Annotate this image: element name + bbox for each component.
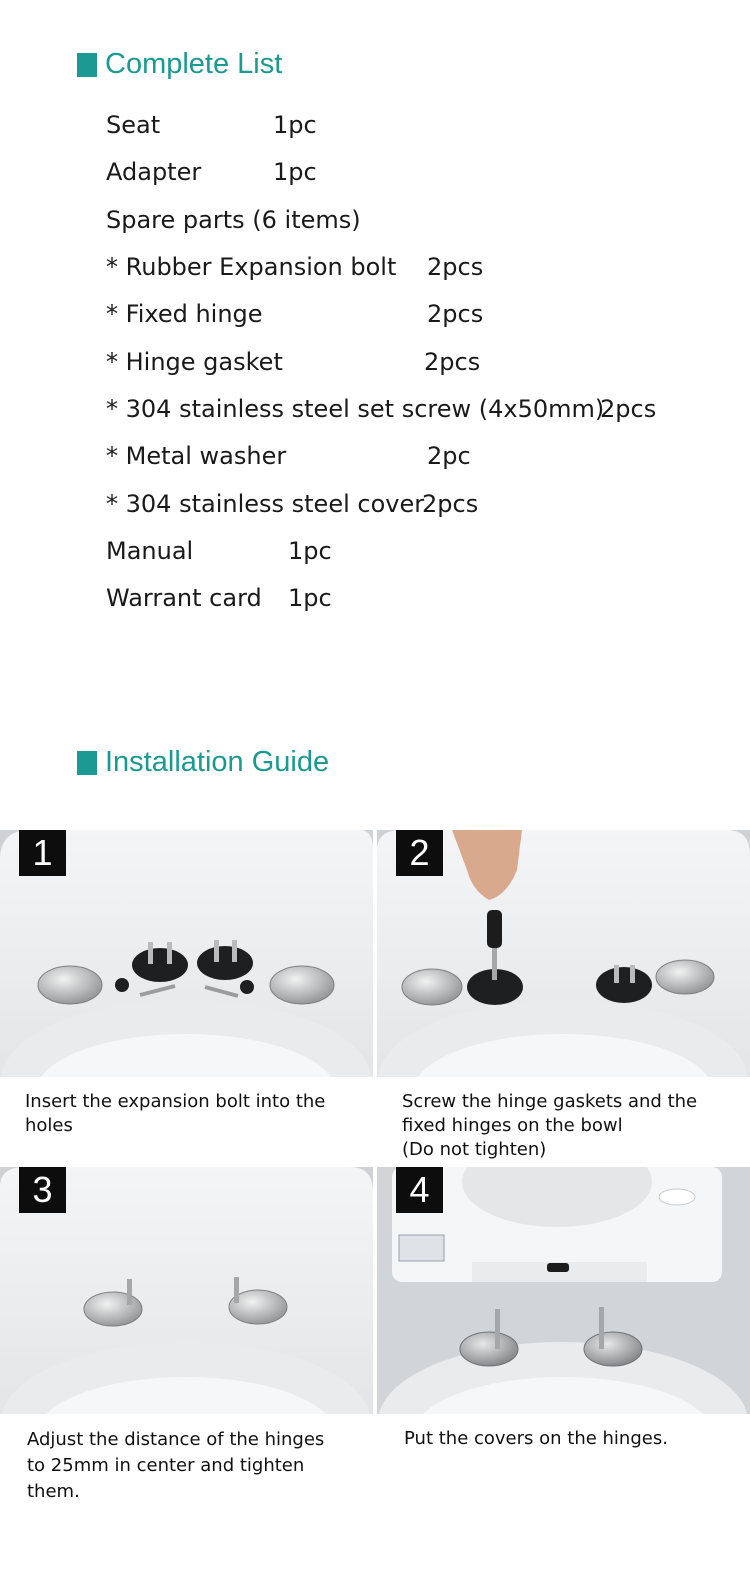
caption-line: Adjust the distance of the hinges [27, 1429, 325, 1450]
item-qty: 2pcs [424, 348, 481, 376]
step-3-photo [0, 1167, 373, 1414]
list-item [106, 342, 481, 382]
step-3-caption [27, 1427, 324, 1505]
step-number-badge: 3 [19, 1167, 66, 1213]
list-item [106, 484, 479, 524]
list-item [106, 200, 361, 240]
item-name: * Metal washer [106, 442, 287, 470]
item-qty: 2pcs [427, 253, 484, 281]
caption-line: Screw the hinge gaskets and the [402, 1091, 698, 1112]
step-2-photo [377, 830, 750, 1077]
list-item [106, 294, 484, 334]
item-name: * Fixed hinge [106, 300, 263, 328]
caption-line: Insert the expansion bolt into the [25, 1091, 326, 1112]
step-number-badge: 1 [19, 830, 66, 876]
heading-square-icon [77, 751, 97, 775]
item-name: * 304 stainless steel cover [106, 490, 425, 518]
item-qty: 2pcs [600, 395, 657, 423]
caption-line: to 25mm in center and tighten [27, 1455, 305, 1476]
list-item [106, 389, 657, 429]
step-1-caption [25, 1090, 325, 1138]
item-qty: 1pc [273, 158, 317, 186]
step-2-caption [402, 1090, 697, 1162]
item-qty: 2pcs [427, 300, 484, 328]
step-4-photo [377, 1167, 750, 1414]
list-item [106, 152, 317, 192]
item-qty: 2pcs [422, 490, 479, 518]
caption-line: them. [27, 1481, 80, 1502]
item-name: Spare parts (6 items) [106, 206, 361, 234]
list-item [106, 105, 317, 145]
caption-line: fixed hinges on the bowl [402, 1115, 623, 1136]
item-name: Adapter [106, 158, 202, 186]
list-item [106, 531, 332, 571]
item-name: * Rubber Expansion bolt [106, 253, 397, 281]
step-number-badge: 4 [396, 1167, 443, 1213]
item-qty: 1pc [288, 537, 332, 565]
item-name: Seat [106, 111, 161, 139]
step-4-caption [404, 1427, 668, 1451]
item-name: Manual [106, 537, 194, 565]
item-qty: 2pc [427, 442, 471, 470]
caption-line: holes [25, 1115, 73, 1136]
item-qty: 1pc [273, 111, 317, 139]
complete-list-title: Complete List [105, 48, 283, 80]
item-name: * 304 stainless steel set screw (4x50mm) [106, 395, 605, 423]
complete-list-heading [77, 48, 282, 81]
step-number-badge: 2 [396, 830, 443, 876]
item-qty: 1pc [288, 584, 332, 612]
list-item [106, 436, 471, 476]
list-item [106, 578, 332, 618]
item-name: Warrant card [106, 584, 262, 612]
installation-guide-title: Installation Guide [105, 746, 330, 778]
step-1-photo [0, 830, 373, 1077]
caption-line: (Do not tighten) [402, 1139, 547, 1160]
installation-guide-heading [77, 746, 329, 779]
list-item [106, 247, 484, 287]
item-name: * Hinge gasket [106, 348, 283, 376]
heading-square-icon [77, 53, 97, 77]
caption-line: Put the covers on the hinges. [404, 1428, 668, 1449]
